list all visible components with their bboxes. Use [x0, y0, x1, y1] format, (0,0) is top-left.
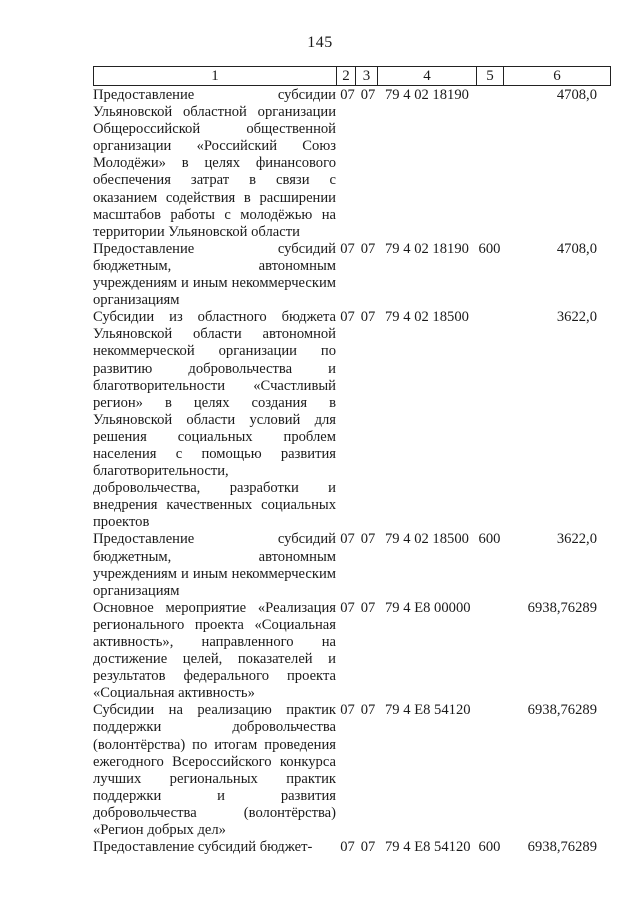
section-code: 07 — [340, 531, 355, 548]
amount: 4708,0 — [556, 87, 597, 103]
column-header-1: 1 — [94, 67, 337, 85]
table-row — [93, 241, 611, 309]
table-row — [93, 839, 611, 856]
target-article-code: 79 4 02 18190 — [385, 240, 469, 257]
section-code: 07 — [340, 702, 355, 719]
table-row — [93, 531, 611, 599]
target-article-code: 79 4 E8 00000 — [385, 599, 471, 616]
expense-type-code: 600 — [478, 240, 501, 257]
amount: 6938,76289 — [527, 839, 597, 856]
row-description: Субсидии на реализацию практик поддержки добровольчества (волонтёрства) по итогам проведения ежегодного Всероссийского конкурса лучших региональных практик поддержки и развития добровольчества (волонтёрства) «Регион добрых дел» — [93, 702, 336, 839]
row-description: Предоставление субсидий бюджетным, автономным учреждениям и иным некоммерческим организациям — [93, 531, 336, 599]
budget-table-body — [93, 87, 611, 856]
target-article-code: 79 4 E8 54120 — [385, 702, 471, 719]
column-header-6: 6 — [553, 68, 561, 84]
expense-type-code — [476, 600, 503, 703]
column-header-4: 4 — [378, 67, 477, 85]
table-row — [93, 600, 611, 703]
row-description: Предоставление субсидий бюджетным, автономным учреждениям и иным некоммерческим организациям — [93, 240, 336, 309]
subsection-code: 07 — [360, 839, 376, 856]
row-description: Предоставление субсидии Ульяновской областной организации Общероссийской общественной организации «Российский Союз Молодёжи» в целях финансового обеспечения затрат в связи с оказанием содействия в расширении масштабов работы с молодёжью на территории Ульяновской области — [93, 87, 336, 240]
table-row — [93, 702, 611, 839]
expense-type-code — [476, 309, 503, 531]
section-code: 07 — [340, 839, 355, 856]
page-number: 145 — [307, 34, 333, 51]
subsection-code: 07 — [360, 702, 376, 719]
table-header — [93, 66, 611, 86]
section-code: 07 — [340, 309, 355, 326]
section-code: 07 — [340, 240, 355, 257]
column-header-5: 5 — [477, 67, 504, 85]
column-header-3: 3 — [356, 67, 378, 85]
subsection-code: 07 — [360, 240, 376, 257]
expense-type-code: 600 — [478, 839, 501, 856]
target-article-code: 79 4 02 18190 — [385, 87, 469, 103]
table-row — [93, 309, 611, 531]
column-header-2: 2 — [337, 67, 356, 85]
amount: 6938,76289 — [527, 599, 597, 616]
target-article-code: 79 4 E8 54120 — [385, 839, 471, 856]
subsection-code: 07 — [360, 599, 376, 616]
expense-type-code — [476, 702, 503, 839]
table-row — [93, 87, 611, 241]
row-description: Предоставление субсидий бюджет- — [93, 839, 313, 856]
section-code: 07 — [340, 599, 355, 616]
amount: 3622,0 — [556, 531, 597, 548]
subsection-code: 07 — [360, 531, 376, 548]
target-article-code: 79 4 02 18500 — [385, 309, 469, 326]
target-article-code: 79 4 02 18500 — [385, 531, 469, 548]
amount: 6938,76289 — [527, 702, 597, 719]
expense-type-code — [476, 87, 503, 241]
subsection-code: 07 — [360, 309, 376, 326]
row-description: Основное мероприятие «Реализация регионального проекта «Социальная активность», направленного на достижение целей, показателей и результатов федерального проекта «Социальная активность» — [93, 599, 336, 702]
subsection-code: 07 — [360, 87, 376, 103]
expense-type-code: 600 — [478, 531, 501, 548]
row-description: Субсидии из областного бюджета Ульяновской области автономной некоммерческой организации по развитию добровольчества и благотворительности «Счастливый регион» в целях создания в Ульяновской области условий для решения социальных проблем населения с помощью развития благотворительности, добровольчества, разработки и внедрения качественных социальных проектов — [93, 309, 336, 531]
amount: 3622,0 — [556, 309, 597, 326]
amount: 4708,0 — [556, 240, 597, 257]
section-code: 07 — [340, 87, 355, 103]
